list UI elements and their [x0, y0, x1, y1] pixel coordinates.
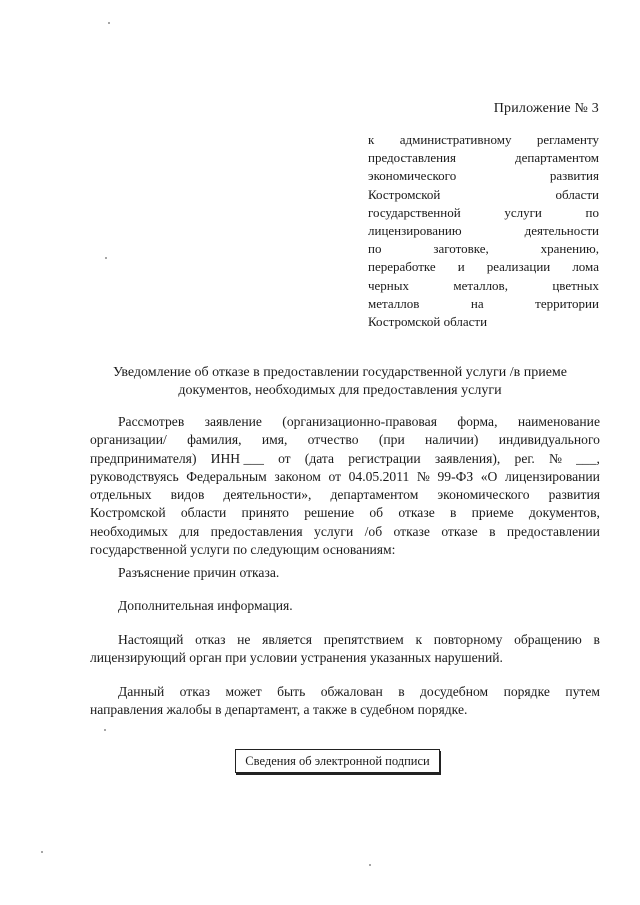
text-line: [368, 313, 599, 331]
word: предоставления: [210, 523, 303, 539]
word: форма,: [457, 414, 498, 429]
text-line: [90, 413, 600, 431]
word: наличии): [425, 432, 479, 448]
word: переработке: [368, 259, 436, 275]
word: области: [180, 505, 227, 521]
word: документов,: [528, 505, 600, 521]
word: об: [369, 505, 384, 521]
text-line: [368, 149, 599, 167]
word: в: [449, 505, 457, 521]
additional-info-paragraph: [90, 597, 600, 615]
word: предпринимателя): [90, 450, 197, 466]
word: лицензирующий орган при условии устранения указанных нарушений.: [90, 650, 503, 666]
word: ИНН ___: [210, 450, 264, 466]
text-line: [90, 504, 600, 522]
word: заявления),: [434, 450, 501, 466]
word: приеме: [471, 505, 514, 521]
word: ___,: [576, 450, 600, 466]
word: и: [457, 259, 465, 275]
text-line: [90, 649, 600, 667]
main-paragraph: [90, 413, 600, 559]
word: повторному: [433, 632, 503, 647]
word: реализации: [486, 259, 551, 275]
word: регистрации: [348, 450, 421, 466]
word: государственной: [368, 204, 461, 220]
word: может: [225, 684, 262, 699]
notice-heading: [60, 364, 620, 400]
appendix-reference: [368, 131, 599, 331]
word: Настоящий: [118, 632, 184, 647]
text-line: [90, 683, 600, 701]
word: области: [555, 186, 599, 202]
word: отчество: [307, 432, 359, 448]
word: обращению: [514, 632, 582, 647]
text-line: [90, 523, 600, 541]
word: необходимых: [90, 523, 168, 539]
word: услуги: [504, 204, 542, 220]
text-line: [90, 486, 600, 504]
word: (дата: [304, 450, 335, 466]
word: регламенту: [536, 132, 599, 147]
notice-heading-line: документов, необходимых для предоставления услуги: [178, 383, 502, 398]
scan-speck: [41, 851, 43, 853]
word: Данный: [118, 684, 165, 699]
word: заявление: [204, 414, 262, 429]
scan-speck: [105, 257, 107, 259]
word: лицензировании: [504, 468, 600, 484]
word: фамилия,: [187, 432, 242, 448]
text-line: [368, 167, 599, 185]
word: по: [368, 241, 382, 257]
word: для: [179, 523, 200, 539]
word: от: [328, 468, 342, 484]
word: направления жалобы в департамент, а также в судебном порядке.: [90, 702, 468, 718]
word: порядке: [503, 684, 550, 699]
word: отказе: [398, 505, 435, 521]
word: заготовке,: [433, 241, 489, 257]
word: организации/: [90, 432, 167, 448]
text-line: [368, 222, 599, 240]
word: административному: [399, 132, 512, 147]
scan-speck: [104, 729, 106, 731]
text-line: [368, 277, 599, 295]
word: развития: [549, 168, 599, 184]
word: по: [585, 204, 599, 220]
text-line: [90, 468, 600, 486]
word: 04.05.2011: [348, 468, 410, 484]
word: к: [415, 632, 423, 647]
word: №: [548, 450, 562, 466]
reasons-paragraph: [90, 564, 600, 582]
word: предоставления: [368, 150, 456, 166]
text-line: [90, 541, 600, 559]
word: индивидуального: [498, 432, 600, 448]
word: металлов,: [453, 277, 508, 293]
word: государственной услуги по следующим основаниям:: [90, 542, 396, 558]
scan-speck: [369, 864, 371, 866]
word: Костромской: [368, 186, 441, 202]
word: к: [368, 132, 375, 147]
word: отдельных: [90, 487, 152, 503]
word: 99-ФЗ: [437, 468, 474, 484]
reasons-text: Разъяснение причин отказа.: [118, 565, 280, 580]
scan-speck: [108, 22, 110, 24]
word: №: [416, 468, 430, 484]
word: рег.: [514, 450, 535, 466]
text-line: [368, 186, 599, 204]
word: обжалован: [320, 684, 383, 699]
word: «О: [480, 468, 498, 484]
word: руководствуясь: [90, 468, 179, 484]
word: департаментом: [330, 487, 419, 503]
word: Рассмотрев: [118, 414, 185, 429]
word: видов: [170, 487, 205, 503]
word: деятельности»,: [223, 487, 312, 503]
word: Федеральным: [186, 468, 267, 484]
word: имя,: [261, 432, 288, 448]
text-line: [90, 450, 600, 468]
text-line: [368, 240, 599, 258]
signature-info-label: Сведения об электронной подписи: [245, 754, 430, 768]
text-line: [90, 631, 600, 649]
word: предоставлении: [506, 523, 600, 539]
word: черных: [368, 277, 409, 293]
word: металлов: [368, 295, 420, 311]
word: быть: [277, 684, 306, 699]
signature-info-box: [235, 749, 440, 773]
word: лома: [572, 259, 599, 275]
word: хранению,: [540, 241, 599, 257]
word: лицензированию: [368, 223, 462, 239]
word: экономического: [368, 168, 457, 184]
word: услуги: [314, 523, 354, 539]
word: отказе: [393, 523, 430, 539]
word: досудебном: [420, 684, 489, 699]
word: на: [470, 295, 484, 311]
text-line: [368, 204, 599, 222]
text-line: [368, 258, 599, 276]
appendix-title: Приложение № 3: [493, 101, 599, 116]
word: принято: [241, 505, 289, 521]
appeal-paragraph: [90, 683, 600, 720]
word: /об: [364, 523, 383, 539]
text-line: [90, 431, 600, 449]
word: цветных: [552, 277, 599, 293]
word: деятельности: [524, 223, 599, 239]
word: Костромской: [90, 505, 166, 521]
text-line: [368, 131, 599, 149]
word: путем: [565, 684, 600, 699]
word: в: [398, 684, 405, 699]
not-bar-paragraph: [90, 631, 600, 668]
word: препятствием: [323, 632, 404, 647]
word: в: [489, 523, 496, 539]
word: в: [593, 632, 600, 647]
word: от: [278, 450, 291, 466]
word: не: [237, 632, 251, 647]
word: отказ: [195, 632, 226, 647]
text-line: [90, 701, 600, 719]
word: экономического: [437, 487, 530, 503]
word: решение: [304, 505, 355, 521]
word: Костромской области: [368, 314, 488, 330]
word: законом: [274, 468, 321, 484]
text-line: [368, 295, 599, 313]
notice-heading-line: Уведомление об отказе в предоставлении государственной услуги /в приеме: [112, 365, 567, 380]
word: отказ: [179, 684, 211, 699]
word: департаментом: [515, 150, 599, 166]
word: развития: [548, 487, 600, 503]
word: (организационно-правовая: [282, 414, 437, 429]
word: (при: [378, 432, 405, 448]
word: отказе: [441, 523, 478, 539]
word: является: [262, 632, 313, 647]
word: территории: [535, 295, 599, 311]
word: наименование: [517, 414, 600, 429]
additional-info-text: Дополнительная информация.: [118, 598, 293, 613]
